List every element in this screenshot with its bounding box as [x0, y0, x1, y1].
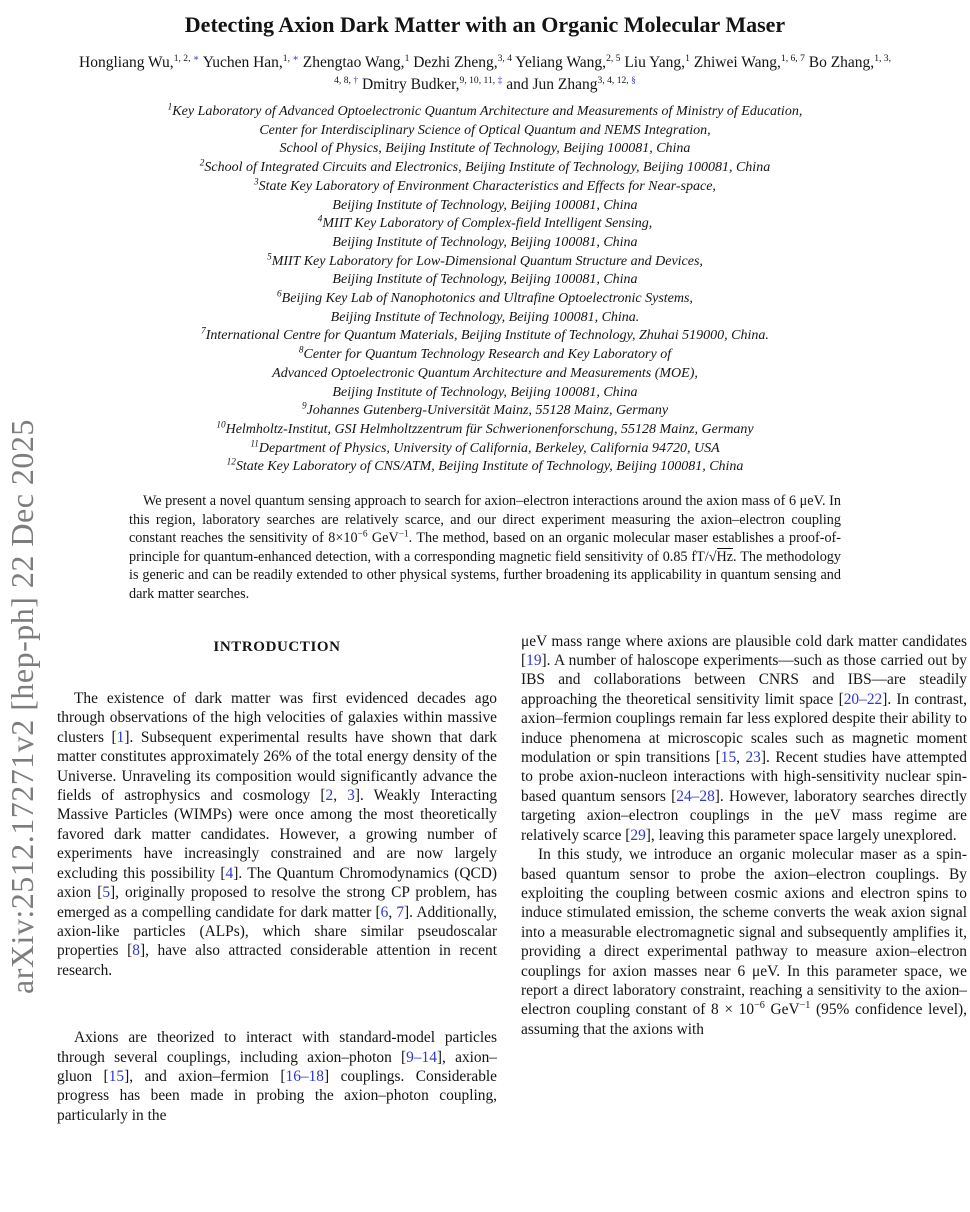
footnote-symbol-link[interactable]: †	[353, 74, 359, 86]
text-run: ]. Weakly Interacting Massive Particles (WIMPs) were once among the most theoretically favored dark matter candidates. However, a growing number of experiments have increasingly constrained and are now largely excluding this possibility [	[57, 787, 498, 882]
author-name: Dmitry Budker,	[361, 76, 460, 93]
affiliation-line: Beijing Institute of Technology, Beijing 100081, China	[332, 384, 638, 400]
text-run: (95% confidence level), assuming that the axions with	[521, 1001, 967, 1038]
affiliation-line: $^2$School of Integrated Circuits and Electronics, Beijing Institute of Technology, Beijing 100081, China	[199, 157, 771, 176]
affiliation-number: 3	[254, 176, 259, 187]
footnote-symbol-link[interactable]: §	[631, 74, 636, 86]
affiliation-number: 10	[216, 419, 226, 430]
citation-link[interactable]: 1	[116, 728, 125, 746]
author-name: Yeliang Wang,	[515, 54, 607, 71]
superscript-text: −6	[357, 529, 368, 540]
author-affiliation-refs: 2, 5	[606, 52, 621, 64]
paragraph-intro-3	[521, 632, 967, 845]
text-run: ]. Additionally, axion-like particles (ALPs), which share similar pseudoscalar properties [	[57, 903, 497, 960]
text-run: We present a novel quantum sensing approach to search for axion–electron interactions around the axion mass of 6 μeV. In this region, laboratory searches are relatively scarce, and our direct experiment measuring the axion–electron coupling constant reaches the sensitivity of 8×10	[129, 493, 841, 547]
text-run: . The methodology is generic and can be readily extended to other physical systems, further broadening its applicability in quantum sensing and dark matter searches.	[129, 548, 841, 603]
right-column	[521, 632, 967, 1126]
author-affiliation-refs: 1, 2, ∗	[173, 52, 200, 64]
text-run: GeV	[764, 1001, 800, 1019]
affiliation-line: $^8$Center for Quantum Technology Research and Key Laboratory of	[298, 344, 672, 363]
text-run: In this study, we introduce an organic molecular maser as a spin-based quantum sensor to probe the axion–electron couplings. By exploiting the coupling between cosmic axions and electron spins to induce stimulated emission, the scheme converts the weak axion signal into a measurable electromagnetic signal and subsequently amplifies it, providing a direct experimental pathway to measure axion–electron couplings for axion masses near 6 μeV. In this parameter space, we report a direct laboratory constraint, reaching a sensitivity to the axion–electron coupling constant of 8 × 10	[521, 846, 967, 1019]
abstract-text	[129, 492, 841, 604]
author	[515, 54, 620, 71]
author-name: Bo Zhang,	[808, 54, 875, 71]
citation-link[interactable]: 19	[526, 652, 542, 670]
affiliation-line: $^7$International Centre for Quantum Materials, Beijing Institute of Technology, Zhuhai 519000, China.	[201, 325, 769, 344]
affiliation-line: $^3$State Key Laboratory of Environment Characteristics and Effects for Near-space,	[254, 176, 716, 194]
affiliation-line: $^{12}$State Key Laboratory of CNS/ATM, Beijing Institute of Technology, Beijing 100081, China	[226, 456, 744, 475]
author-name: Zhiwei Wang,	[693, 54, 781, 71]
citation-link[interactable]: 6	[380, 903, 389, 921]
affiliation-list	[0, 103, 970, 477]
body-columns	[0, 632, 970, 1126]
affiliation-line: Beijing Institute of Technology, Beijing 100081, China	[332, 197, 638, 213]
affiliation-number: 4	[317, 213, 323, 224]
citation-link[interactable]: 24–28	[676, 787, 715, 805]
affiliation-line: $^1$Key Laboratory of Advanced Optoelectronic Quantum Architecture and Measurements of Ministry of Education,	[167, 101, 803, 119]
citation-link[interactable]: 29	[630, 826, 646, 844]
affiliation-line: Center for Interdisciplinary Science of Optical Quantum and NEMS Integration,	[259, 122, 711, 138]
citation-link[interactable]: 8	[132, 942, 140, 960]
superscript-text: −1	[398, 529, 409, 540]
affiliation-line: Beijing Institute of Technology, Beijing 100081, China.	[330, 309, 640, 325]
author-name: Yuchen Han,	[202, 54, 283, 71]
text-run: ]. However, laboratory searches directly targeting axion–electron couplings in the μeV mass regime are relatively scarce [	[521, 787, 967, 844]
author	[506, 76, 636, 93]
text-run: ,	[388, 903, 397, 921]
paper-page	[0, 12, 970, 1125]
affiliation-number: 11	[250, 438, 259, 448]
affiliation-line: School of Physics, Beijing Institute of Technology, Beijing 100081, China	[279, 141, 691, 157]
author-affiliation-refs: 1	[685, 52, 690, 64]
affiliation-line: $^9$Johannes Gutenberg-Universität Mainz, 55128 Mainz, Germany	[301, 400, 669, 419]
affiliation-number: 9	[301, 400, 307, 411]
text-run: ], and axion–fermion [	[124, 1067, 286, 1085]
affiliation-line: $^6$Beijing Key Lab of Nanophotonics and Ultrafine Optoelectronic Systems,	[277, 288, 693, 307]
author	[413, 54, 512, 71]
citation-link[interactable]: 23	[745, 749, 761, 767]
citation-link[interactable]: 15	[108, 1067, 125, 1085]
citation-link[interactable]: 16–18	[285, 1067, 324, 1085]
text-run: ,	[333, 787, 348, 805]
author	[79, 54, 199, 71]
text-run: ,	[736, 749, 746, 767]
text-run: μeV mass range where axions are plausible cold dark matter candidates [	[521, 632, 967, 670]
citation-link[interactable]: 5	[102, 884, 111, 902]
author	[362, 76, 502, 93]
affiliation-number: 7	[201, 325, 206, 336]
affiliation-number: 12	[226, 456, 236, 467]
footnote-symbol-link[interactable]: ∗	[192, 52, 200, 64]
arxiv-watermark: arXiv:2512.17271v2 [hep-ph] 22 Dec 2025	[4, 419, 40, 994]
affiliation-number: 1	[167, 101, 173, 112]
text-run: ]. The Quantum Chromodynamics (QCD) axion [	[57, 864, 497, 902]
affiliation-line: $^5$MIIT Key Laboratory for Low-Dimensional Quantum Structure and Devices,	[267, 250, 703, 269]
text-run: The existence of dark matter was first evidenced decades ago through observations of the high velocities of galaxies within massive clusters [	[57, 690, 497, 746]
text-run: ], leaving this parameter space largely unexplored.	[645, 826, 957, 844]
author-name: Dezhi Zheng,	[413, 54, 498, 71]
footnote-symbol-link[interactable]: ‡	[497, 74, 503, 86]
citation-link[interactable]: 15	[720, 749, 737, 767]
text-run: ]. Subsequent experimental results have shown that dark matter constitutes approximately 26% of the total energy density of the Universe. Unraveling its composition would significantly advance the fields of astrophysics and cosmology [	[57, 728, 497, 805]
citation-link[interactable]: 4	[225, 864, 234, 882]
affiliation-line: Beijing Institute of Technology, Beijing 100081, China	[332, 234, 638, 250]
author-affiliation-refs: 3, 4	[497, 52, 512, 64]
author	[203, 54, 299, 71]
author-list	[79, 52, 891, 96]
author	[303, 54, 410, 71]
text-run: . The method, based on an organic molecular maser establishes a proof-of-principle for quantum-enhanced detection, with a corresponding magnetic field sensitivity of 0.85 fT/√	[129, 530, 841, 565]
paragraph-intro-2	[57, 1028, 497, 1125]
section-heading-introduction: INTRODUCTION	[213, 638, 341, 655]
author-name: and Jun Zhang	[506, 76, 598, 93]
author	[694, 54, 805, 71]
footnote-symbol-link[interactable]: ∗	[292, 52, 299, 64]
text-run: ], axion–gluon [	[57, 1048, 497, 1085]
affiliation-number: 2	[199, 157, 205, 168]
author-affiliation-refs: 9, 10, 11, ‡	[459, 74, 503, 86]
text-run: ]. Recent studies have attempted to probe axion-nucleon interactions with high-sensitivity nuclear spin-based quantum sensors [	[521, 749, 967, 805]
citation-link[interactable]: 7	[396, 903, 405, 921]
affiliation-line: Beijing Institute of Technology, Beijing 100081, China	[332, 272, 638, 288]
superscript-text: −1	[799, 1000, 811, 1012]
author-affiliation-refs: 1, 3, 4, 8, †	[334, 52, 891, 86]
author-affiliation-refs: 1, ∗	[282, 52, 299, 64]
affiliation-line: $^4$MIIT Key Laboratory of Complex-field Intelligent Sensing,	[317, 213, 653, 232]
affiliation-line: $^{10}$Helmholtz-Institut, GSI Helmholtzzentrum für Schwerionenforschung, 55128 Mainz, Germany	[216, 419, 754, 437]
text-run: ]. In contrast, axion–fermion couplings remain far less explored despite their ability to induce phenomena at microscopic scales such as magnetic moment modulation or spin transitions [	[521, 690, 967, 767]
citation-link[interactable]: 9–14	[406, 1048, 437, 1066]
paper-title: Detecting Axion Dark Matter with an Organic Molecular Maser	[184, 12, 786, 37]
author-name: Liu Yang,	[624, 54, 686, 71]
affiliation-number: 6	[277, 288, 282, 299]
affiliation-number: 5	[267, 250, 272, 261]
text-run: Hz	[716, 548, 734, 565]
text-run: Axions are theorized to interact with standard-model particles through several couplings, including axion–photon [	[57, 1029, 497, 1066]
text-run: ], originally proposed to resolve the strong CP problem, has emerged as a compelling candidate for dark matter [	[57, 884, 498, 921]
author-name: Hongliang Wu,	[79, 54, 174, 71]
left-column	[57, 632, 497, 1126]
affiliation-number: 8	[298, 344, 304, 355]
citation-link[interactable]: 2	[325, 787, 334, 805]
author-affiliation-refs: 3, 4, 12, §	[597, 74, 636, 86]
paragraph-intro-1	[57, 689, 497, 980]
author	[624, 54, 690, 71]
author-name: Zhengtao Wang,	[302, 54, 405, 71]
text-run: GeV	[367, 530, 399, 547]
text-run: ], have also attracted considerable attention in recent research.	[57, 942, 497, 979]
affiliation-line: $^{11}$Department of Physics, University of California, Berkeley, California 94720, USA	[250, 438, 720, 456]
superscript-text: −6	[754, 1000, 765, 1012]
text-run: ] couplings. Considerable progress has been made in probing the axion–photon coupling, particularly in the	[57, 1067, 497, 1124]
citation-link[interactable]: 20–22	[843, 690, 883, 708]
citation-link[interactable]: 3	[347, 787, 355, 805]
text-run: ]. A number of haloscope experiments—such as those carried out by IBS and collaborations between CNRS and IBS—are steadily approaching the theoretical sensitivity limit space [	[521, 652, 967, 708]
paragraph-intro-4	[521, 845, 967, 1039]
author-affiliation-refs: 1, 6, 7	[780, 52, 805, 64]
affiliation-line: Advanced Optoelectronic Quantum Architecture and Measurements (MOE),	[272, 365, 698, 381]
author-affiliation-refs: 1	[404, 52, 410, 64]
